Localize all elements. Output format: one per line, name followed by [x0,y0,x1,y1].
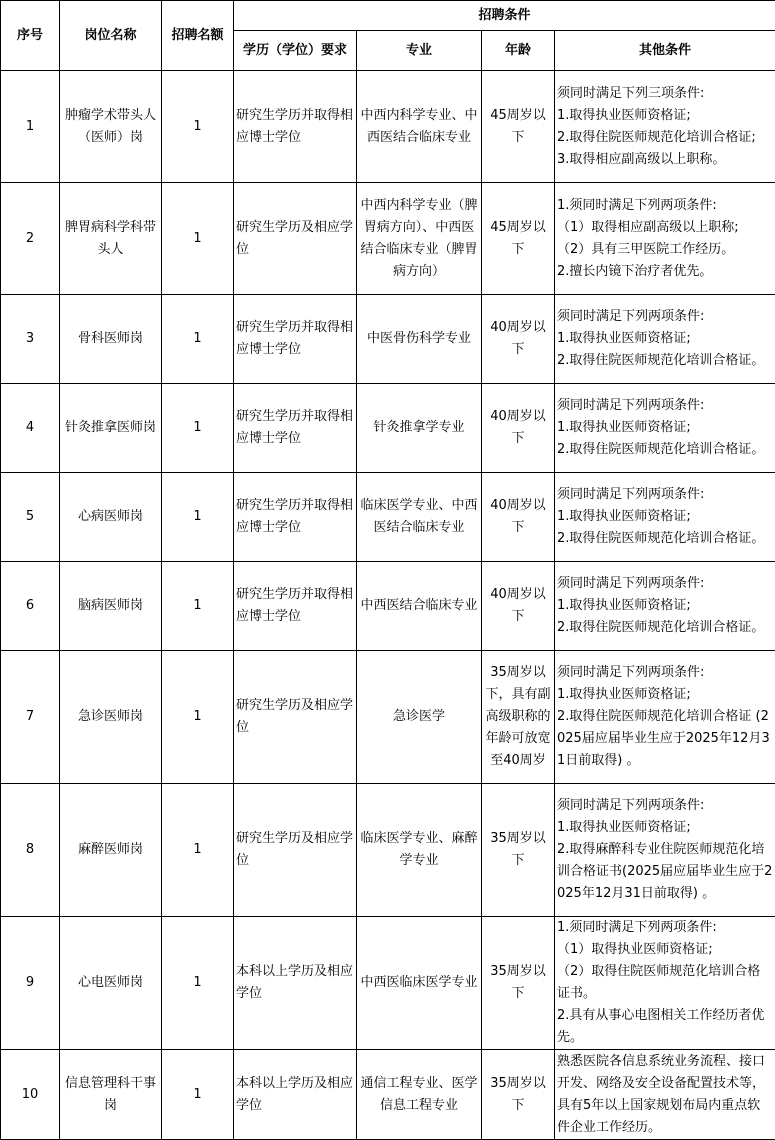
table-row [1,71,775,183]
other-condition-line: 须同时满足下列两项条件: [557,665,705,680]
cell-age: 45周岁以下 [482,71,555,183]
table-row [1,295,775,384]
cell-index: 10 [1,1050,60,1140]
cell-other-conditions [555,295,775,384]
other-conditions-list [557,195,773,283]
table-body [1,71,775,1140]
other-condition-line: 须同时满足下列两项条件: [557,487,705,502]
header-index: 序号 [1,1,60,71]
other-condition-line: 2.具有从事心电图相关工作经历者优先。 [557,1008,765,1045]
other-condition-line: 1.须同时满足下列两项条件: [557,920,717,935]
cell-quota: 1 [162,183,234,295]
other-conditions-list [557,484,773,550]
other-condition-line: 须同时满足下列两项条件: [557,798,705,813]
cell-education: 研究生学历并取得相应博士学位 [234,71,357,183]
other-condition-line: 3.取得相应副高级以上职称。 [557,151,726,167]
cell-education: 研究生学历及相应学位 [234,784,357,917]
cell-index: 6 [1,562,60,651]
cell-age: 45周岁以下 [482,183,555,295]
cell-other-conditions [555,183,775,295]
table-row [1,562,775,651]
cell-other-conditions [555,917,775,1050]
cell-age: 40周岁以下 [482,295,555,384]
cell-major: 中医骨伤科学专业 [357,295,482,384]
cell-quota: 1 [162,384,234,473]
other-condition-line: 2.擅长内镜下治疗者优先。 [557,263,713,279]
other-condition-line: （1）取得执业医师资格证; [557,942,713,957]
cell-post-name: 心电医师岗 [60,917,162,1050]
table-row [1,784,775,917]
header-conditions: 招聘条件 [234,1,775,31]
cell-other-conditions [555,784,775,917]
cell-age: 35周岁以下，具有副高级职称的年龄可放宽至40周岁 [482,651,555,784]
header-post-name: 岗位名称 [60,1,162,71]
other-condition-line: 2.取得住院医师规范化培训合格证; [557,129,756,145]
other-condition-line: 1.取得执业医师资格证; [557,598,691,613]
other-conditions-list [557,395,773,461]
cell-post-name: 针灸推拿医师岗 [60,384,162,473]
table-row [1,651,775,784]
other-condition-line: 1.取得执业医师资格证; [557,331,691,346]
table-row [1,1050,775,1140]
cell-age: 40周岁以下 [482,562,555,651]
cell-post-name: 脑病医师岗 [60,562,162,651]
cell-other-conditions [555,651,775,784]
cell-education: 研究生学历并取得相应博士学位 [234,473,357,562]
other-condition-line: （2）具有三甲医院工作经历。 [557,241,735,257]
other-condition-line: 1.取得执业医师资格证; [557,687,691,702]
cell-quota: 1 [162,784,234,917]
header-age: 年龄 [482,31,555,71]
other-condition-line: 须同时满足下列两项条件: [557,309,705,324]
cell-other-conditions [555,562,775,651]
cell-major: 中西内科学专业（脾胃病方向）、中西医结合临床专业（脾胃病方向） [357,183,482,295]
header-major: 专业 [357,31,482,71]
other-condition-line: 2.取得麻醉科专业住院医师规范化培训合格证书(2025届应届毕业生应于2025年12月31日前取得) 。 [557,842,773,901]
header-education: 学历（学位）要求 [234,31,357,71]
other-condition-line: 1.取得执业医师资格证; [557,107,691,123]
cell-quota: 1 [162,917,234,1050]
cell-quota: 1 [162,473,234,562]
cell-index: 1 [1,71,60,183]
other-condition-line: 须同时满足下列三项条件: [557,85,705,101]
cell-major: 临床医学专业、麻醉学专业 [357,784,482,917]
cell-education: 本科以上学历及相应学位 [234,917,357,1050]
cell-post-name: 急诊医师岗 [60,651,162,784]
cell-education: 研究生学历并取得相应博士学位 [234,384,357,473]
cell-other-conditions [555,384,775,473]
cell-index: 5 [1,473,60,562]
other-condition-line: 1.取得执业医师资格证; [557,420,691,435]
cell-other-conditions [555,473,775,562]
cell-major: 临床医学专业、中西医结合临床专业 [357,473,482,562]
cell-quota: 1 [162,562,234,651]
cell-major: 针灸推拿学专业 [357,384,482,473]
cell-education: 研究生学历并取得相应博士学位 [234,295,357,384]
cell-age: 40周岁以下 [482,473,555,562]
cell-education: 研究生学历并取得相应博士学位 [234,562,357,651]
cell-index: 3 [1,295,60,384]
other-condition-line: 1.须同时满足下列两项条件: [557,197,717,213]
other-condition-line: 2.取得住院医师规范化培训合格证。 [557,531,765,546]
other-conditions-list [557,917,773,1049]
header-quota: 招聘名额 [162,1,234,71]
other-condition-line: 1.取得执业医师资格证; [557,820,691,835]
cell-index: 7 [1,651,60,784]
cell-post-name: 骨科医师岗 [60,295,162,384]
cell-education: 本科以上学历及相应学位 [234,1050,357,1140]
other-condition-line: 1.取得执业医师资格证; [557,509,691,524]
cell-post-name: 麻醉医师岗 [60,784,162,917]
cell-index: 8 [1,784,60,917]
other-conditions-list [557,83,773,171]
cell-post-name: 肿瘤学术带头人（医师）岗 [60,71,162,183]
cell-education: 研究生学历及相应学位 [234,651,357,784]
cell-major: 急诊医学 [357,651,482,784]
cell-other-conditions [555,71,775,183]
other-condition-line: 2.取得住院医师规范化培训合格证。 [557,442,765,457]
cell-age: 35周岁以下 [482,917,555,1050]
other-condition-line: 须同时满足下列两项条件: [557,576,705,591]
cell-quota: 1 [162,1050,234,1140]
other-conditions-list [557,1051,773,1139]
cell-age: 40周岁以下 [482,384,555,473]
other-condition-line: （1）取得相应副高级以上职称; [557,219,739,235]
cell-education: 研究生学历及相应学位 [234,183,357,295]
other-condition-line: （2）取得住院医师规范化培训合格证书。 [557,964,761,1001]
cell-quota: 1 [162,651,234,784]
cell-index: 2 [1,183,60,295]
cell-quota: 1 [162,295,234,384]
cell-major: 通信工程专业、医学信息工程专业 [357,1050,482,1140]
other-condition-line: 熟悉医院各信息系统业务流程、接口开发、网络及安全设备配置技术等，具有5年以上国家规划布局内重点软件企业工作经历。 [557,1053,766,1135]
other-condition-line: 2.取得住院医师规范化培训合格证 (2025届应届毕业生应于2025年12月31日前取得) 。 [557,709,770,768]
cell-other-conditions [555,1050,775,1140]
table-row [1,384,775,473]
cell-post-name: 脾胃病科学科带头人 [60,183,162,295]
cell-post-name: 信息管理科干事岗 [60,1050,162,1140]
cell-age: 35周岁以下 [482,784,555,917]
cell-quota: 1 [162,71,234,183]
cell-index: 4 [1,384,60,473]
other-condition-line: 2.取得住院医师规范化培训合格证。 [557,620,765,635]
cell-post-name: 心病医师岗 [60,473,162,562]
table-row [1,917,775,1050]
cell-age: 35周岁以下 [482,1050,555,1140]
cell-major: 中西医临床医学专业 [357,917,482,1050]
other-conditions-list [557,573,773,639]
other-condition-line: 须同时满足下列两项条件: [557,398,705,413]
cell-index: 9 [1,917,60,1050]
header-other: 其他条件 [555,31,775,71]
other-conditions-list [557,306,773,372]
cell-major: 中西内科学专业、中西医结合临床专业 [357,71,482,183]
other-condition-line: 2.取得住院医师规范化培训合格证。 [557,353,765,368]
other-conditions-list [557,662,773,772]
table-row [1,473,775,562]
other-conditions-list [557,795,773,905]
table-row [1,183,775,295]
cell-major: 中西医结合临床专业 [357,562,482,651]
